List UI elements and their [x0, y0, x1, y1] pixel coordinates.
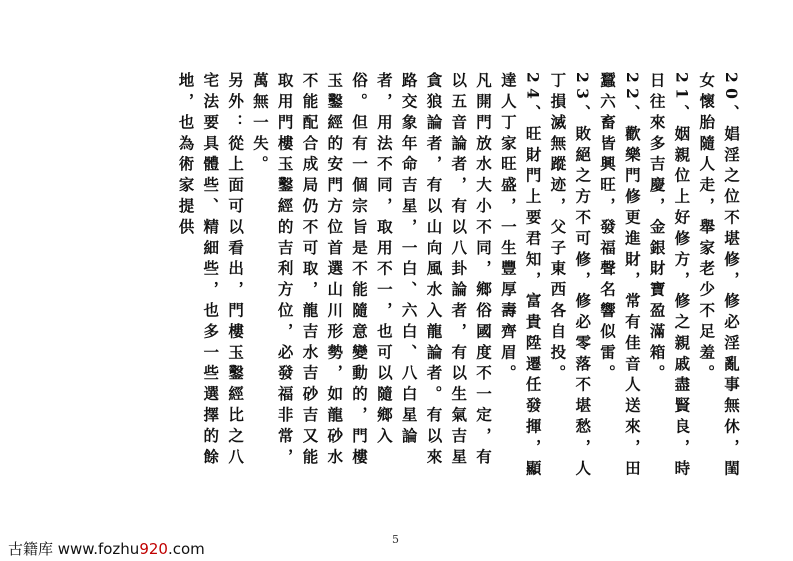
additional-paragraph: 另外：從上面可以看出，門樓玉鑿經比之八宅法要具體些、精細些，也多一些選擇的餘地，也為術家提供 [176, 72, 246, 470]
verse-24: 24、旺財門上要君知，富貴陞遷任發揮，顯達人丁家旺盛，一生豐厚壽齊眉。 [498, 72, 543, 481]
verse-21: 21、姻親位上好修方，修之親戚盡賢良，時日往來多吉慶，金銀財寶盈滿箱。 [647, 72, 692, 481]
verse-23: 23、敗絕之方不可修，修必零落不堪愁，人丁損滅無蹤迹，父子東西各自投。 [548, 72, 593, 481]
verse-22: 22、歡樂門修更進財，常有佳音人送來，田蠶六畜皆興旺，發福聲名響似雷。 [598, 72, 642, 481]
watermark-suffix: .com [167, 540, 205, 558]
page-number: 5 [392, 533, 399, 546]
body-text [43, 72, 743, 482]
commentary-paragraph: 凡開門放水大小不同，鄉俗國度不一定，有以五音論者，有以八卦論者，有以生氣吉星貪狼論者，有以山向風水入龍論者。有以來路交象年命吉星，一白、六白、八白星論者，用法不同，取用不一，也可以隨鄉入俗。但有一個宗旨是不能隨意變動的，門樓玉鑿經的安門方位首選山川形勢，如龍砂水不能配合成局仍不可取，龍吉水吉砂吉又能取用門樓玉鑿經的吉利方位，必發福非常，萬無一失。 [250, 72, 494, 470]
watermark-number: 920 [139, 540, 168, 558]
verse-20: 20、娼淫之位不堪修，修必淫亂事無休，閨女懷胎隨人走，舉家老少不足羞。 [697, 72, 741, 481]
watermark-prefix: 古籍库 www.fozhu [8, 540, 140, 558]
site-watermark [8, 538, 205, 559]
